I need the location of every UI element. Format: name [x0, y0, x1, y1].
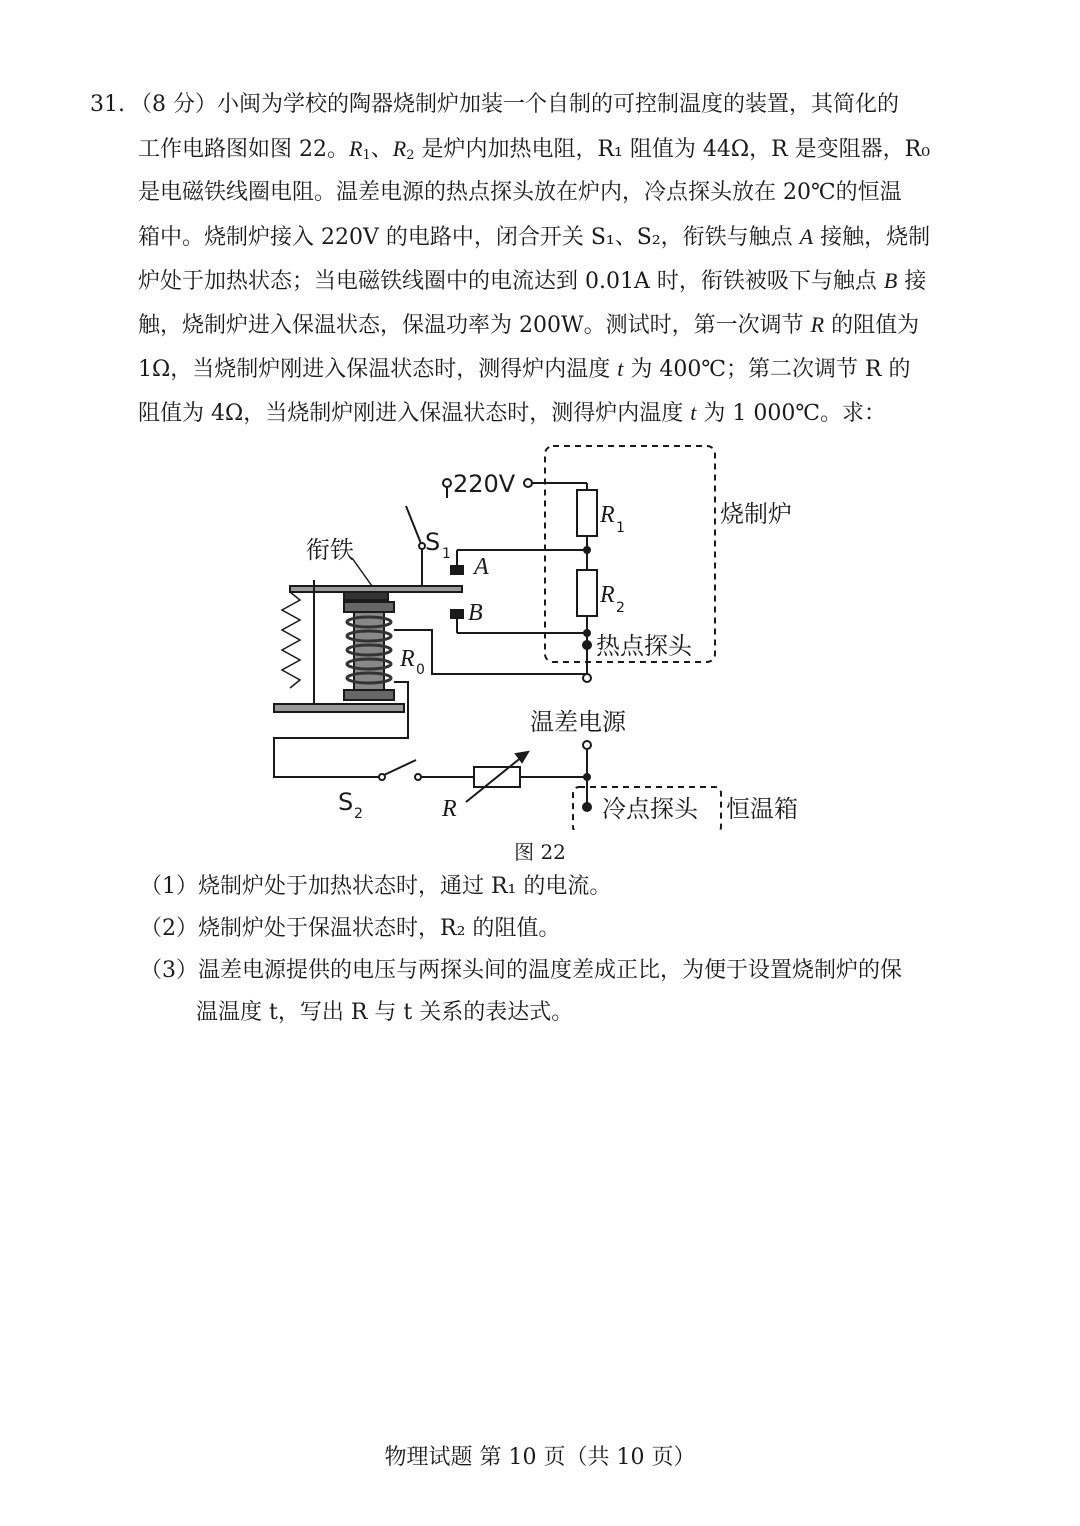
question-text-2b: 是炉内加热电阻，R₁ 阻值为 44Ω，R 是变阻器，R₀	[421, 137, 931, 162]
subquestion-2	[140, 914, 560, 944]
subquestion-1-num: （1）	[140, 874, 198, 899]
question-line-6: 触，烧制炉进入保温状态，保温功率为 200W。测试时，第一次调节 R 的阻值为	[138, 312, 920, 338]
question-text-5: 炉处于加热状态；当电磁铁线圈中的电流达到 0.01A 时，衔铁被吸下与触点	[138, 269, 877, 294]
cold-probe-label: 冷点探头	[602, 795, 698, 823]
spring	[282, 592, 300, 688]
resistor-r2	[577, 570, 597, 616]
r0-subscript: 0	[416, 662, 425, 678]
question-text-8b: 为 1 000℃。求：	[703, 401, 886, 426]
r2-subscript: 2	[616, 600, 625, 616]
terminal-left	[443, 479, 451, 487]
furnace-box	[545, 446, 715, 662]
question-text-1: 小闽为学校的陶器烧制炉加装一个自制的可控制温度的装置，其简化的	[217, 92, 900, 117]
question-text-5b: 接	[904, 269, 927, 294]
voltage-label: 220V	[453, 470, 516, 498]
r1-label: R	[600, 502, 615, 528]
switch-s2	[384, 760, 416, 775]
terminal-right	[524, 479, 532, 487]
furnace-label: 烧制炉	[720, 500, 792, 528]
contact-a-label: A	[474, 554, 489, 580]
question-text-6: 触，烧制炉进入保温状态，保温功率为 200W。测试时，第一次调节	[138, 313, 804, 338]
subquestion-2-text: 烧制炉处于保温状态时，R₂ 的阻值。	[198, 916, 561, 941]
contact-a	[451, 566, 463, 574]
question-text-6b: 的阻值为	[831, 313, 920, 338]
resistor-r1	[577, 490, 597, 536]
question-line-5: 炉处于加热状态；当电磁铁线圈中的电流达到 0.01A 时，衔铁被吸下与触点 B 接	[138, 268, 927, 294]
question-text-7b: 为 400℃；第二次调节 R 的	[630, 357, 911, 382]
subquestion-3-num: （3）	[140, 958, 198, 983]
question-line-7: 1Ω，当烧制炉刚进入保温状态时，测得炉内温度 t 为 400℃；第二次调节 R 的	[138, 356, 911, 382]
figure-caption: 图 22	[514, 840, 566, 864]
subquestion-2-num: （2）	[140, 916, 198, 941]
s2-subscript: 2	[354, 806, 363, 822]
hot-probe-label: 热点探头	[596, 632, 692, 660]
circuit-diagram	[260, 440, 830, 830]
s1-label: S	[425, 528, 441, 556]
question-text-7: 1Ω，当烧制炉刚进入保温状态时，测得炉内温度	[138, 357, 611, 382]
hot-probe-dot	[583, 641, 591, 649]
switch-s1	[406, 506, 422, 546]
armature-label: 衔铁	[306, 536, 354, 564]
subquestion-1	[140, 872, 611, 902]
thermo-source-label: 温差电源	[530, 708, 626, 736]
thermostat-label: 恒温箱	[726, 795, 798, 823]
contact-b	[451, 610, 463, 618]
page-footer: 物理试题 第 10 页（共 10 页）	[384, 1445, 696, 1470]
r0-label: R	[400, 646, 415, 672]
base-plate	[274, 704, 404, 712]
r-label: R	[442, 796, 457, 822]
contact-b-label: B	[468, 600, 483, 626]
question-number: 31.	[90, 92, 125, 117]
r1-subscript: 1	[616, 520, 625, 536]
s1-subscript: 1	[442, 546, 451, 562]
subquestion-1-text: 烧制炉处于加热状态时，通过 R₁ 的电流。	[198, 874, 612, 899]
s2-label: S	[338, 788, 354, 816]
r2-label: R	[600, 582, 615, 608]
question-text-2: 工作电路图如图 22。	[138, 137, 349, 162]
question-text-8: 阻值为 4Ω，当烧制炉刚进入保温状态时，测得炉内温度	[138, 401, 684, 426]
subquestion-3-text: 温差电源提供的电压与两探头间的温度差成正比，为便于设置烧制炉的保	[198, 958, 903, 983]
cold-probe-dot	[583, 803, 591, 811]
question-line-2: 工作电路图如图 22。$R_1$、$R_2$ 是炉内加热电阻，R₁ 阻值为 44Ω，R 是变阻器，R₀	[138, 136, 931, 163]
question-line-3: 是电磁铁线圈电阻。温差电源的热点探头放在炉内，冷点探头放在 20℃的恒温	[138, 180, 902, 205]
question-score: （8 分）	[130, 92, 217, 117]
question-line-4: 箱中。烧制炉接入 220V 的电路中，闭合开关 S₁、S₂，衔铁与触点 A 接触，烧制	[138, 224, 931, 250]
question-text-4b: 接触，烧制	[820, 225, 931, 250]
question-line-1	[130, 90, 899, 120]
subquestion-3	[140, 956, 902, 986]
question-line-8: 阻值为 4Ω，当烧制炉刚进入保温状态时，测得炉内温度 t 为 1 000℃。求：	[138, 400, 886, 426]
question-text-4: 箱中。烧制炉接入 220V 的电路中，闭合开关 S₁、S₂，衔铁与触点	[138, 225, 793, 250]
subquestion-3-cont: 温温度 t，写出 R 与 t 关系的表达式。	[196, 1000, 574, 1025]
